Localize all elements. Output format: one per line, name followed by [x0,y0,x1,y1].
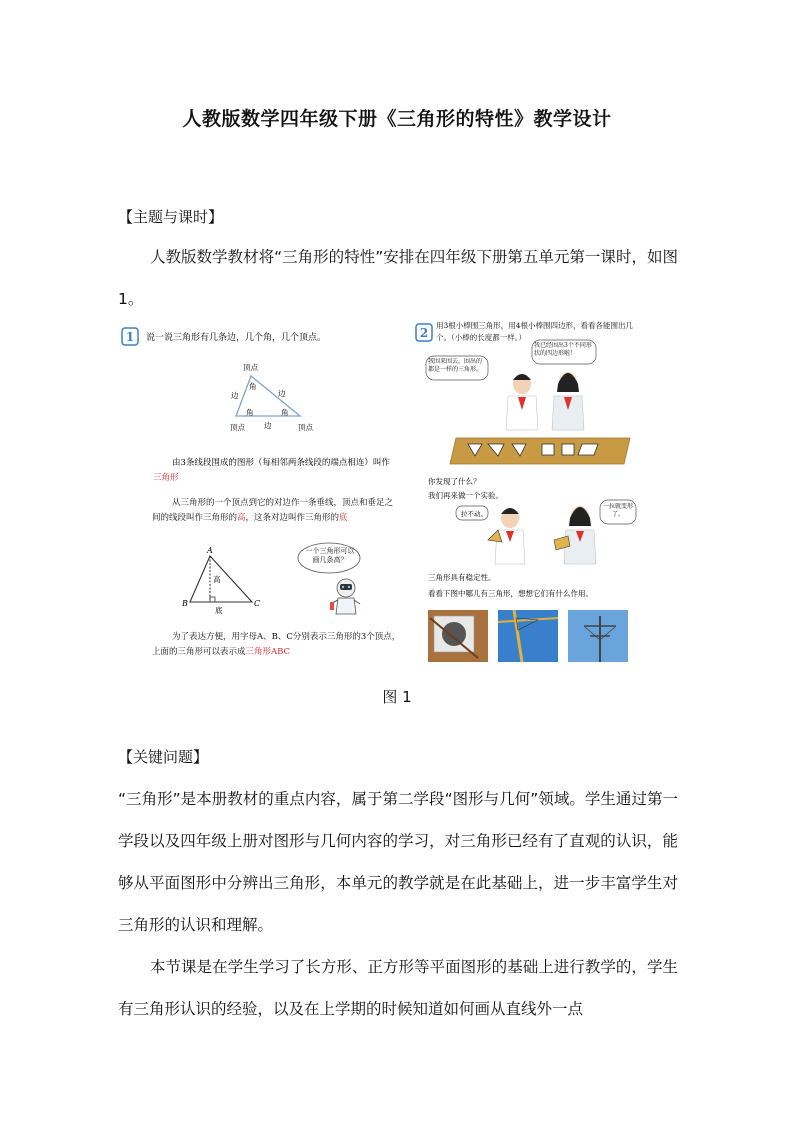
definition-height: 从三角形的一个顶点到它的对边作一条垂线，顶点和垂足之间的线段叫作三角形的 [152,498,394,523]
term-triangle-abc: 三角形ABC [245,647,291,657]
badge-2-number: 2 [419,326,429,340]
paragraph-topic: 人教版数学教材将“三角形的特性”安排在四年级下册第五单元第一课时，如图 1。 [118,248,678,308]
angle-label-top: 角 [249,382,257,391]
angle-label-right: 角 [281,408,289,417]
definition-mid: ，这条对边叫作三角形的 [245,513,340,523]
edge-label-right: 边 [278,389,286,398]
paragraph-key-question-1: “三角形”是本册教材的重点内容，属于第二学段“图形与几何”领域。学生通过第一学段以及四年级上册对图形与几何内容的学习，对三角形已经有了直观的认识，能够从平面图形中分辨出三角形，本单元的教学就是在此基础上，进一步丰富学生对三角形的认识和理解。 [118,790,678,934]
vertex-label-top: 顶点 [243,363,258,372]
boy-figure-icon [506,374,538,430]
vertex-a: A [207,546,213,555]
figure-right-panel [416,320,646,662]
definition-triangle: 由3条线段围成的图形（每相邻两条线段的端点相连）叫作 [172,458,390,468]
document-title: 人教版数学四年级下册《三角形的特性》教学设计 [182,108,612,130]
triangle-abc-diagram [190,556,252,602]
vertex-label-left: 顶点 [230,423,245,432]
paragraph-key-question-2: 本节课是在学生学习了长方形、正方形等平面图形的基础上进行教学的，学生有三角形认识的经验，以及在上学期的时候知道如何画从直线外一点 [118,958,678,1018]
girl-bubble: 我已经围出3个不同形状的四边形啦！ [534,342,592,357]
notation-note: 为了表达方便，用字母A、B、C分别表示三角形的3个顶点，上面的三角形可以表示成 [152,632,401,657]
discover-question: 你发现了什么？ [428,477,481,486]
right-prompt: 用3根小棒围三角形，用4根小棒围四边形，看看各能围出几个。（小棒的长度都一样。） [436,321,634,342]
figure-left-panel [122,328,402,666]
term-height: 高 [237,513,246,523]
girl-figure-icon [552,372,584,430]
photo-power-pole [568,610,628,662]
girl-experiment-icon [554,506,596,564]
textbook-figure [118,318,678,670]
boy-bubble-2: 拉不动。 [461,510,487,518]
photos-prompt: 看看下图中哪儿有三角形，想想它们有什么作用。 [428,589,593,598]
boy-experiment-icon [488,508,525,564]
base-label: 底 [215,606,223,615]
photo-air-conditioner [428,610,488,662]
robot-icon [330,579,360,614]
edge-label-bottom: 边 [264,421,272,430]
robot-bubble: 一个三角形可以画几条高？ [305,547,355,564]
left-prompt: 说一说三角形有几条边，几个角，几个顶点。 [146,333,327,343]
girl-bubble-2: 一拉就变形了。 [603,503,633,518]
vertex-c: C [254,599,261,608]
height-label: 高 [213,575,221,584]
angle-label-left: 角 [246,408,254,417]
section-heading-topic: 【主题与课时】 [118,208,224,226]
stability-text: 三角形具有稳定性。 [428,573,496,582]
figure-caption: 图 1 [382,688,412,706]
experiment-text: 我们再来做一个实验。 [428,491,503,500]
boy-bubble: 我围来围去，围出的都是一样的三角形。 [428,358,483,373]
photo-crane [498,610,558,662]
term-base: 底 [339,513,348,523]
section-heading-key-question: 【关键问题】 [118,748,209,766]
vertex-b: B [182,599,188,608]
badge-1-number: 1 [125,330,135,344]
edge-label-left: 边 [231,391,239,400]
term-triangle: 三角形 [153,473,179,483]
vertex-label-right: 顶点 [298,423,313,432]
